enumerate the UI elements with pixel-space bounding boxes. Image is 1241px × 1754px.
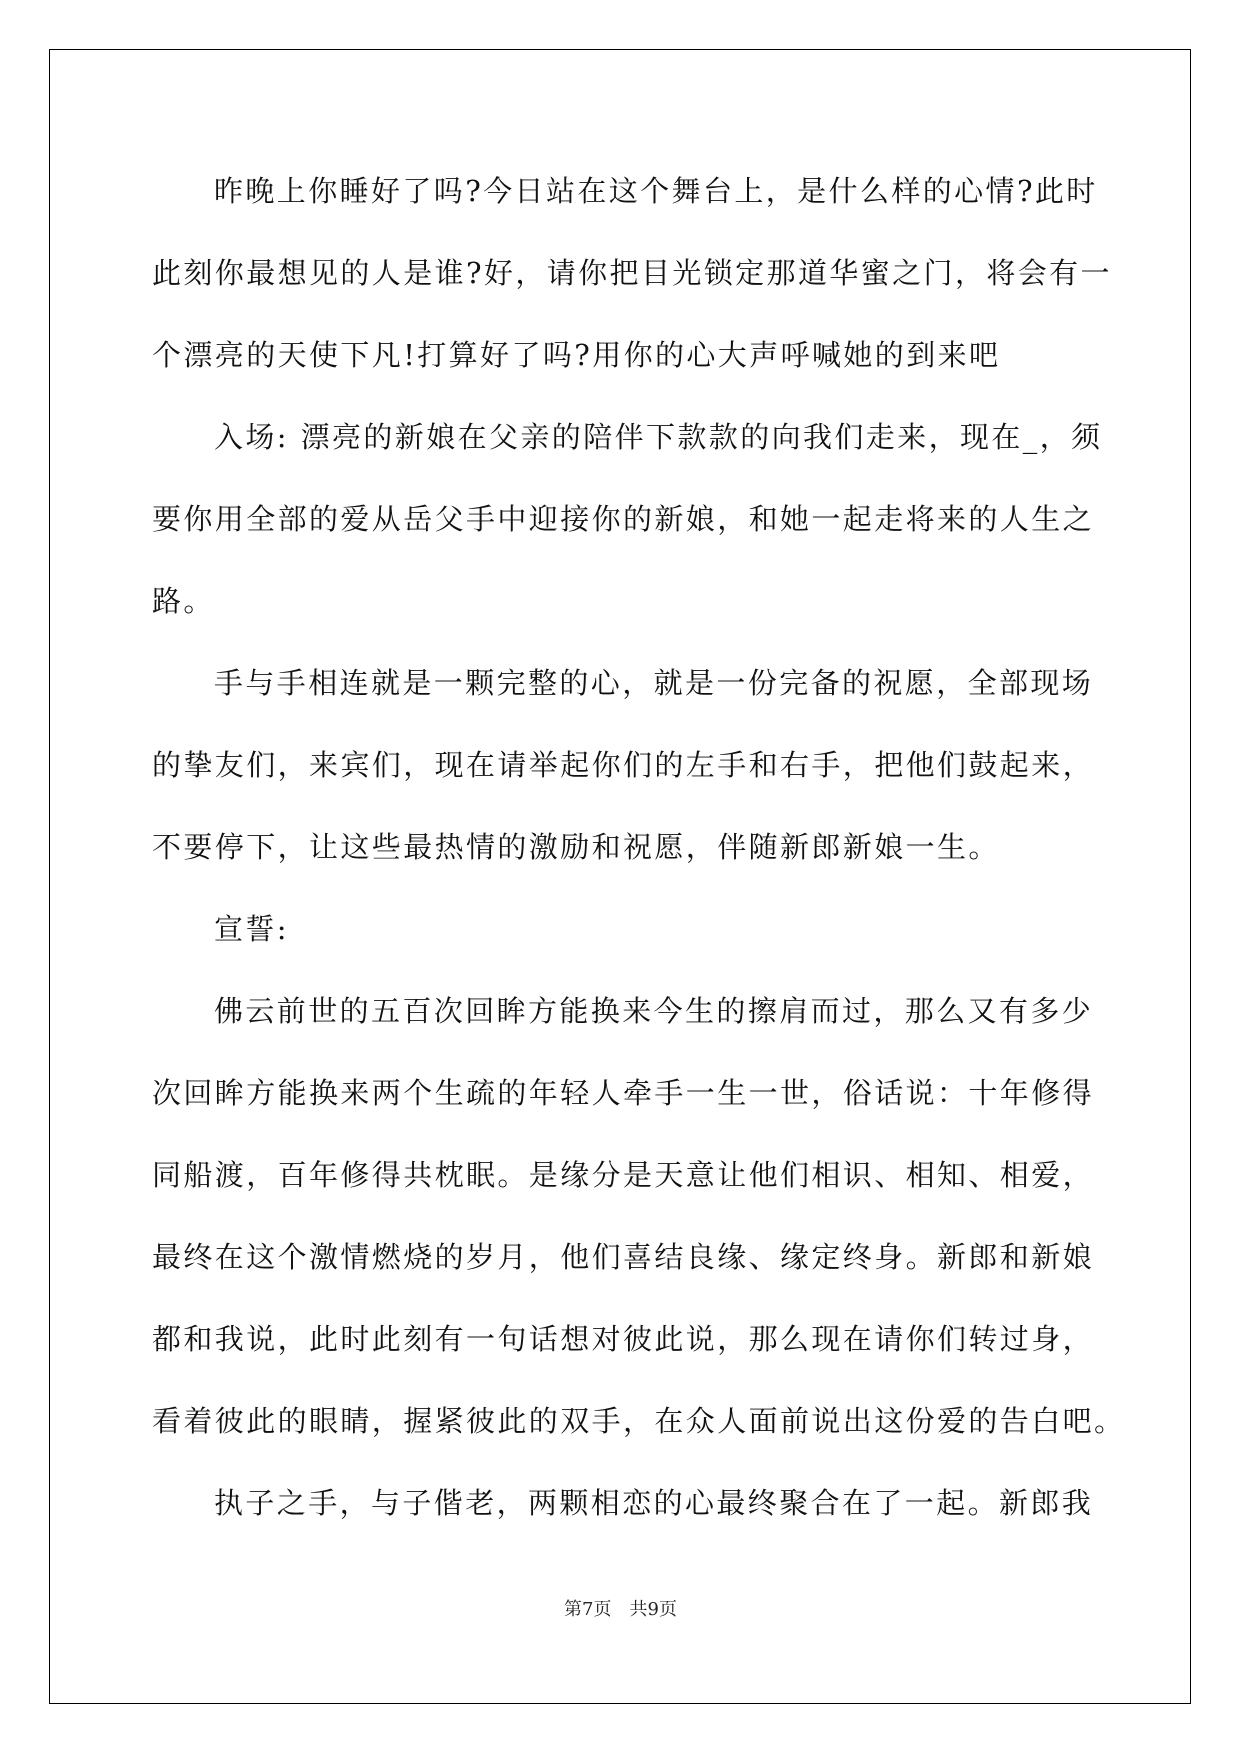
text-line: 此刻你最想见的人是谁?好，请你把目光锁定那道华蜜之门，将会有一	[152, 256, 1112, 290]
text-line: 看着彼此的眼睛，握紧彼此的双手，在众人面前说出这份爱的告白吧。	[152, 1404, 1126, 1438]
text-line: 路。	[152, 584, 215, 618]
text-line: 都和我说，此时此刻有一句话想对彼此说，那么现在请你们转过身，	[152, 1322, 1095, 1356]
text-line: 不要停下，让这些最热情的激励和祝愿，伴随新郎新娘一生。	[152, 830, 1000, 864]
page-number: 第7页	[564, 1599, 612, 1620]
text-line: 入场: 漂亮的新娘在父亲的陪伴下款款的向我们走来，现在_，须	[214, 420, 1103, 454]
text-line: 个漂亮的天使下凡!打算好了吗?用你的心大声呼喊她的到来吧	[152, 338, 1001, 372]
text-line: 要你用全部的爱从岳父手中迎接你的新娘，和她一起走将来的人生之	[152, 502, 1095, 536]
text-line: 昨晚上你睡好了吗?今日站在这个舞台上，是什么样的心情?此时	[214, 174, 1098, 208]
page-footer	[0, 1595, 1241, 1621]
section-heading: 宣誓:	[214, 912, 289, 946]
page-total: 共9页	[629, 1599, 677, 1620]
text-line: 的挚友们，来宾们，现在请举起你们的左手和右手，把他们鼓起来，	[152, 748, 1095, 782]
document-body	[152, 163, 1126, 1557]
text-line: 手与手相连就是一颗完整的心，就是一份完备的祝愿，全部现场	[214, 666, 1094, 700]
text-line: 佛云前世的五百次回眸方能换来今生的擦肩而过，那么又有多少	[214, 994, 1094, 1028]
text-line: 次回眸方能换来两个生疏的年轻人牵手一生一世，俗话说：十年修得	[152, 1076, 1095, 1110]
text-line: 执子之手，与子偕老，两颗相恋的心最终聚合在了一起。新郎我	[214, 1486, 1094, 1520]
text-line: 最终在这个激情燃烧的岁月，他们喜结良缘、缘定终身。新郎和新娘	[152, 1240, 1095, 1274]
text-line: 同船渡，百年修得共枕眠。是缘分是天意让他们相识、相知、相爱，	[152, 1158, 1095, 1192]
